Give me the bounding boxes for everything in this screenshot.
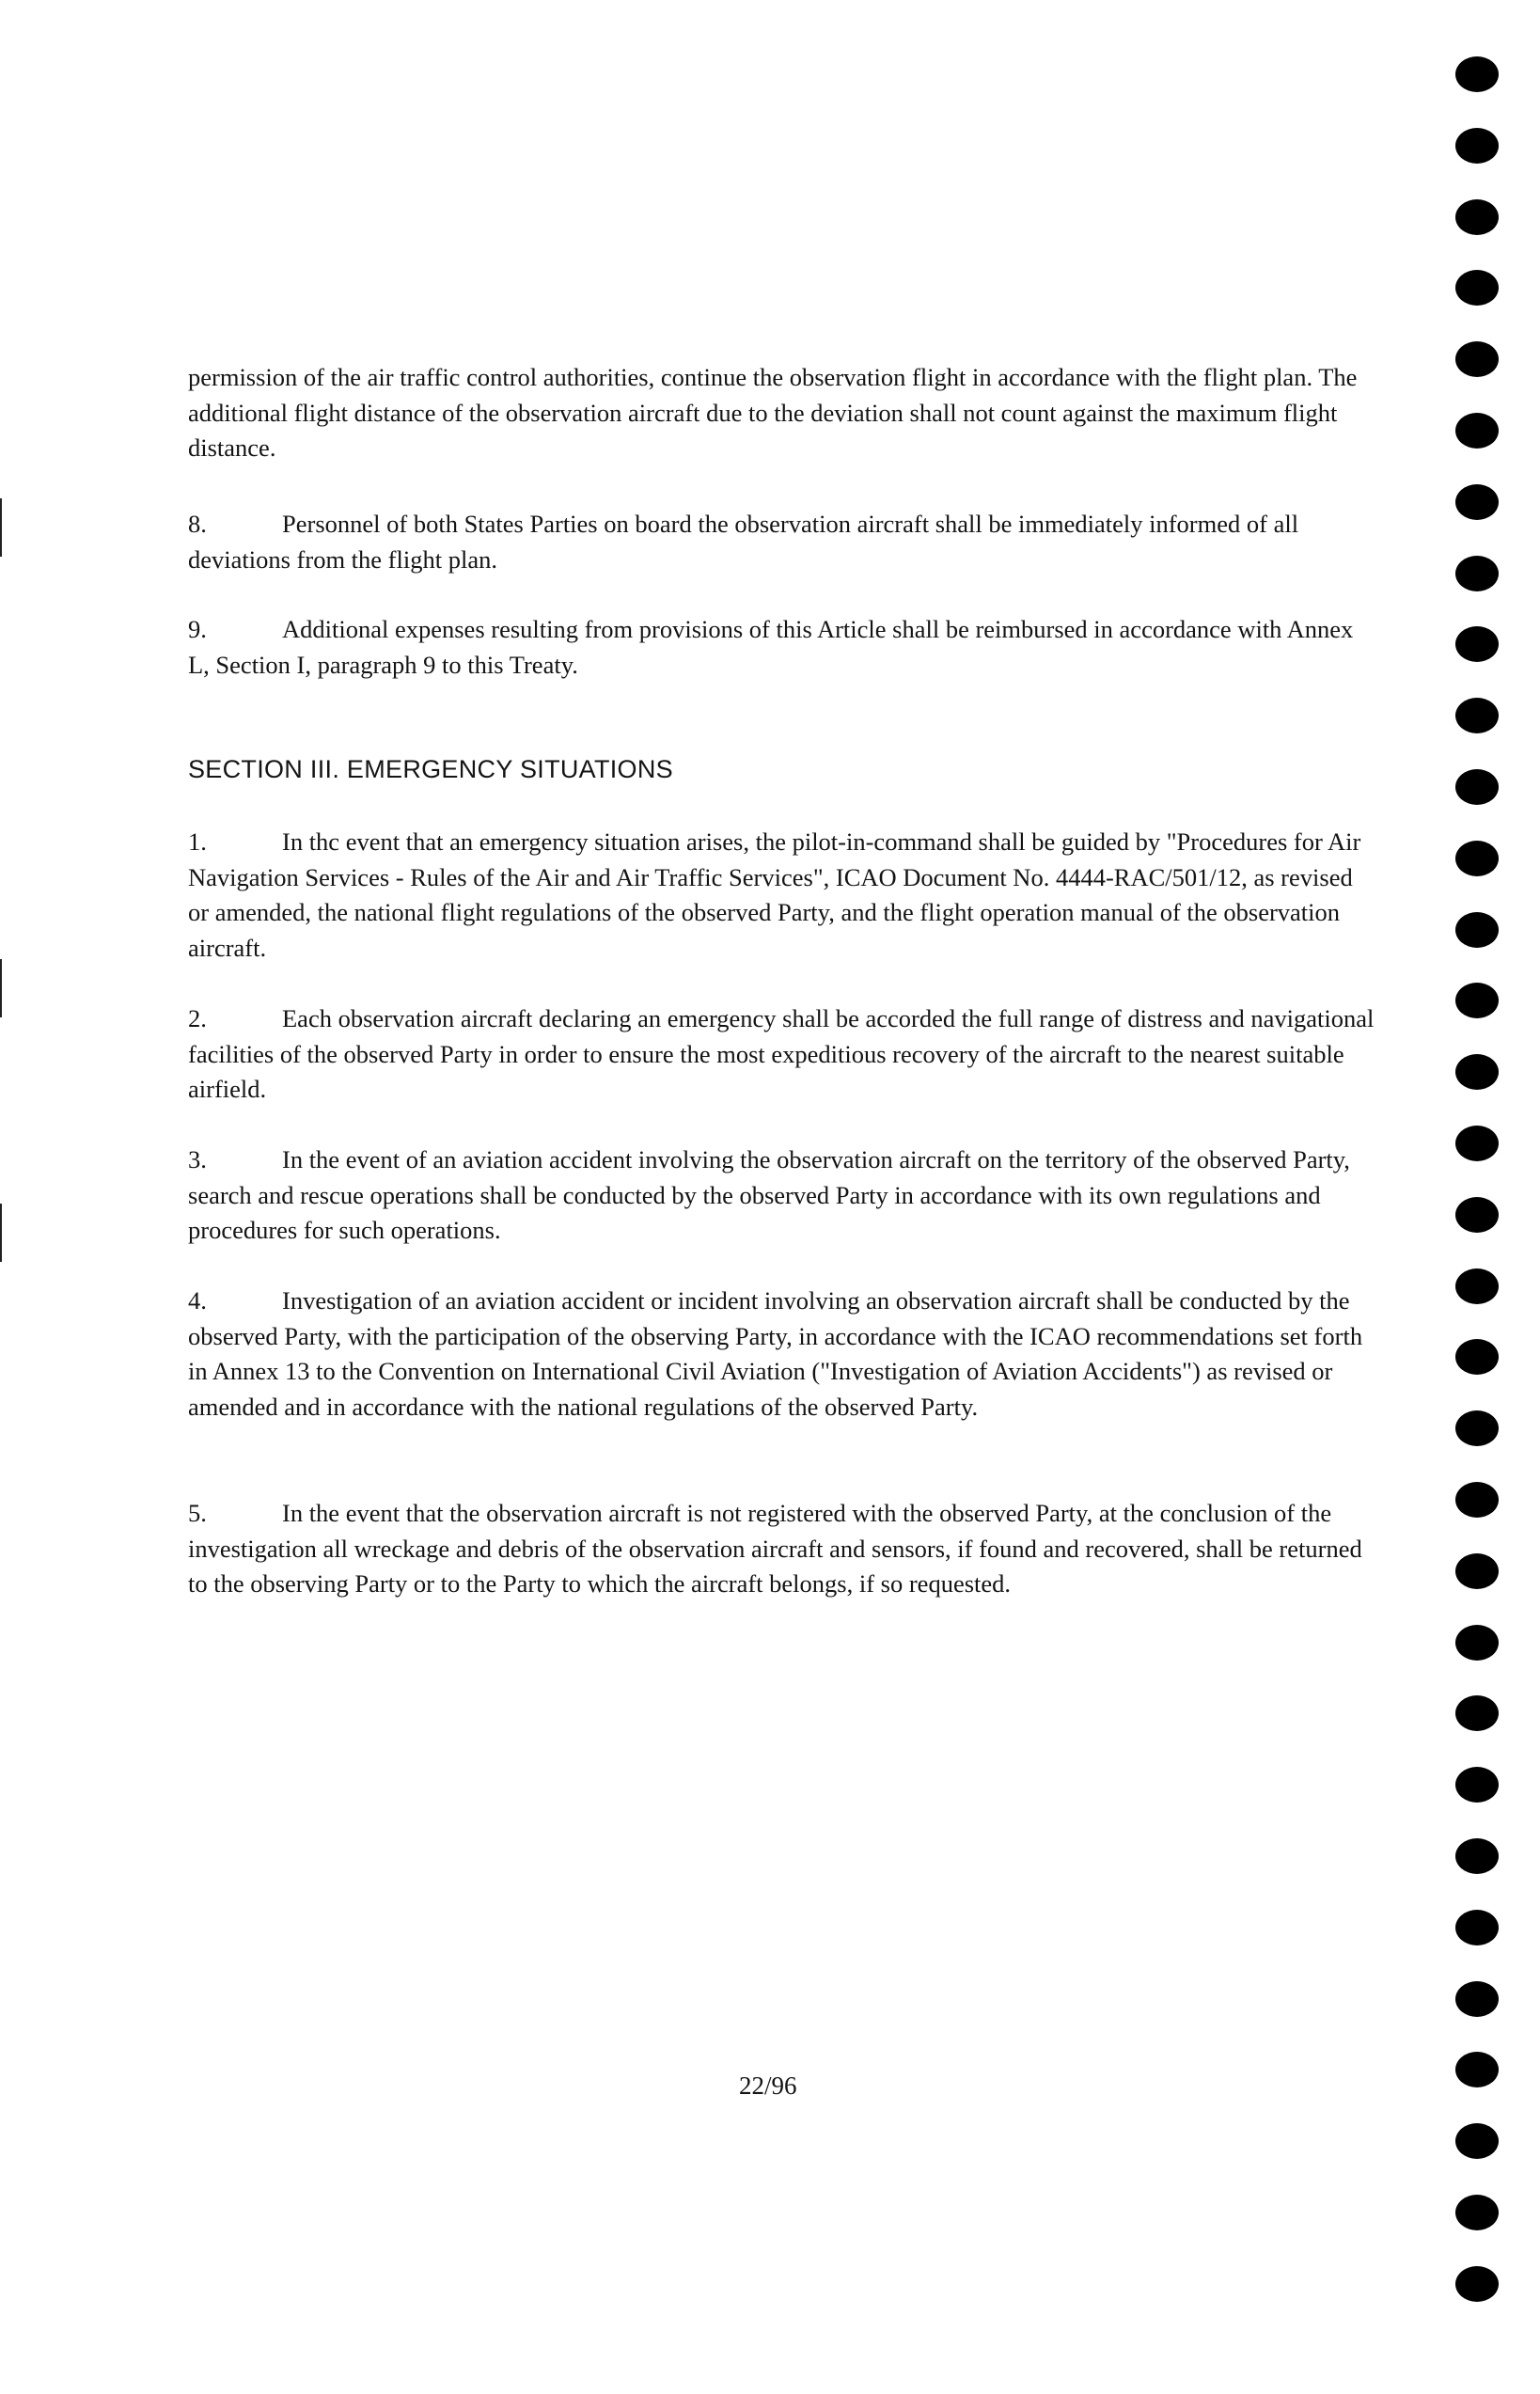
section-paragraph-4	[188, 1284, 1375, 1425]
section-paragraph-2-number: 2.	[188, 1004, 207, 1032]
section-paragraph-3-text: In the event of an aviation accident involving the observation aircraft on the territory of the observed Party, search and rescue operations shall be conducted by the observed Party in accordance with its own regulations and procedures for such operations.	[188, 1145, 1350, 1245]
paragraph-9-text: Additional expenses resulting from provisions of this Article shall be reimbursed in accordance with Annex L, Section I, paragraph 9 to this Treaty.	[188, 615, 1354, 679]
binding-hole	[1455, 1553, 1499, 1589]
page-number: 22/96	[739, 2071, 797, 2100]
binding-hole	[1455, 56, 1499, 92]
scan-edge-mark	[0, 1204, 2, 1262]
binding-hole	[1455, 1838, 1499, 1874]
binding-hole	[1455, 1410, 1499, 1446]
section-paragraph-2-text: Each observation aircraft declaring an emergency shall be accorded the full range of distress and navigational facilities of the observed Party in order to ensure the most expeditious recovery of the aircraft to the nearest suitable airfield.	[188, 1004, 1375, 1104]
binding-hole	[1455, 2266, 1499, 2302]
paragraph-8-number: 8.	[188, 510, 207, 538]
binding-holes	[1455, 56, 1502, 2360]
section-paragraph-5-text: In the event that the observation aircraft is not registered with the observed Party, at the conclusion of the investigation all wreckage and debris of the observation aircraft and sensors, if found and recovered, shall be returned to the observing Party or to the Party to which the aircraft belongs, if so requested.	[188, 1499, 1362, 1599]
binding-hole	[1455, 1910, 1499, 1945]
scan-edge-mark	[0, 498, 2, 557]
section-paragraph-3-number: 3.	[188, 1145, 207, 1173]
section-paragraph-1	[188, 825, 1375, 966]
binding-hole	[1455, 1339, 1499, 1375]
section-paragraph-5	[188, 1496, 1375, 1602]
paragraph-9-number: 9.	[188, 615, 207, 643]
section-paragraph-4-number: 4.	[188, 1286, 207, 1315]
binding-hole	[1455, 626, 1499, 662]
binding-hole	[1455, 1126, 1499, 1161]
binding-hole	[1455, 841, 1499, 876]
binding-hole	[1455, 341, 1499, 377]
binding-hole	[1455, 1268, 1499, 1304]
section-heading: SECTION III. EMERGENCY SITUATIONS	[188, 755, 673, 783]
binding-hole	[1455, 1981, 1499, 2017]
section-paragraph-1-text: In thc event that an emergency situation arises, the pilot-in-command shall be guided by "Procedures for Air Navigation Services - Rules of the Air and Air Traffic Services", ICAO Document No. 4444-RAC/501/12, as revised or amended, the national flight regulations of the observed Party, and the flight operation manual of the observation aircraft.	[188, 827, 1361, 962]
binding-hole	[1455, 769, 1499, 805]
paragraph-8-text: Personnel of both States Parties on board the observation aircraft shall be immediately informed of all deviations from the flight plan.	[188, 510, 1299, 574]
section-paragraph-4-text: Investigation of an aviation accident or incident involving an observation aircraft shall be conducted by the observed Party, with the participation of the observing Party, in accordance with the ICAO recommendations set forth in Annex 13 to the Convention on International Civil Aviation ("Investigation of Aviation Accidents") as revised or amended and in accordance with the national regulations of the observed Party.	[188, 1286, 1363, 1421]
continuation-text: permission of the air traffic control authorities, continue the observation flight in accordance with the flight plan. The additional flight distance of the observation aircraft due to the deviation shall not count against the maximum flight distance.	[188, 363, 1358, 463]
binding-hole	[1455, 1767, 1499, 1803]
binding-hole	[1455, 912, 1499, 948]
continuation-paragraph	[188, 360, 1375, 466]
section-paragraph-1-number: 1.	[188, 827, 207, 856]
binding-hole	[1455, 698, 1499, 733]
binding-hole	[1455, 2195, 1499, 2230]
section-paragraph-5-number: 5.	[188, 1499, 207, 1527]
binding-hole	[1455, 983, 1499, 1018]
paragraph-8	[188, 507, 1375, 577]
scan-edge-mark	[0, 959, 2, 1017]
binding-hole	[1455, 2123, 1499, 2159]
binding-hole	[1455, 1625, 1499, 1661]
binding-hole	[1455, 199, 1499, 235]
binding-hole	[1455, 413, 1499, 449]
binding-hole	[1455, 2052, 1499, 2087]
section-paragraph-3	[188, 1142, 1375, 1249]
binding-hole	[1455, 556, 1499, 591]
paragraph-9	[188, 612, 1375, 683]
binding-hole	[1455, 270, 1499, 306]
binding-hole	[1455, 1197, 1499, 1233]
section-paragraph-2	[188, 1001, 1375, 1108]
binding-hole	[1455, 1482, 1499, 1518]
binding-hole	[1455, 128, 1499, 164]
binding-hole	[1455, 484, 1499, 520]
binding-hole	[1455, 1054, 1499, 1090]
binding-hole	[1455, 1695, 1499, 1731]
